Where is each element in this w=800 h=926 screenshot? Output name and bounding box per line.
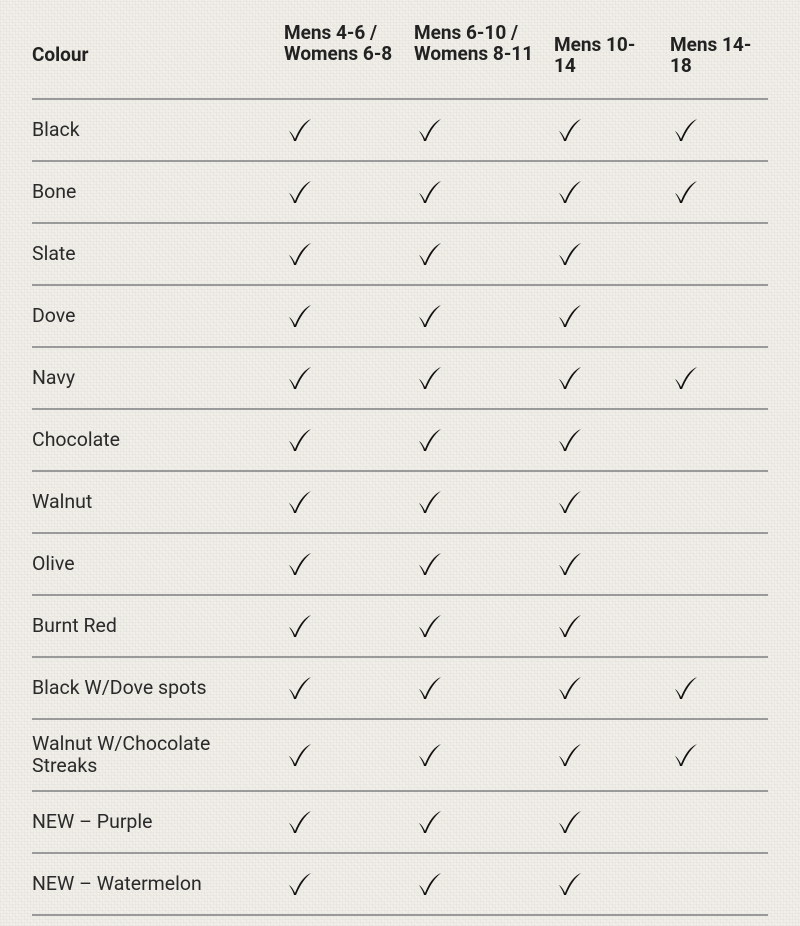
checkmark-icon xyxy=(286,178,314,206)
table-row xyxy=(32,162,768,224)
table-row xyxy=(32,286,768,348)
checkmark-icon xyxy=(286,116,314,144)
colour-name: Black xyxy=(32,118,80,141)
colour-name: Dove xyxy=(32,304,76,327)
checkmark-icon xyxy=(556,302,584,330)
table-row xyxy=(32,720,768,792)
colour-name: Black W/Dove spots xyxy=(32,676,207,699)
checkmark-icon xyxy=(416,426,444,454)
table-header xyxy=(32,0,768,100)
checkmark-icon xyxy=(286,870,314,898)
colour-name: Olive xyxy=(32,552,75,575)
checkmark-icon xyxy=(672,178,700,206)
table-row xyxy=(32,100,768,162)
table-row xyxy=(32,348,768,410)
header-size-2: Mens 6-10 / Womens 8-11 xyxy=(414,21,534,65)
table-row xyxy=(32,792,768,854)
checkmark-icon xyxy=(416,178,444,206)
checkmark-icon xyxy=(416,240,444,268)
header-colour: Colour xyxy=(32,43,89,66)
table-row xyxy=(32,658,768,720)
colour-name: Navy xyxy=(32,366,76,389)
checkmark-icon xyxy=(556,178,584,206)
checkmark-icon xyxy=(556,612,584,640)
checkmark-icon xyxy=(286,240,314,268)
checkmark-icon xyxy=(286,612,314,640)
colour-name: NEW – Watermelon xyxy=(32,872,202,895)
checkmark-icon xyxy=(286,741,314,769)
header-size-3: Mens 10-14 xyxy=(554,33,636,77)
colour-name: Burnt Red xyxy=(32,614,117,637)
table-row xyxy=(32,854,768,916)
checkmark-icon xyxy=(286,550,314,578)
checkmark-icon xyxy=(556,488,584,516)
checkmark-icon xyxy=(416,488,444,516)
checkmark-icon xyxy=(556,870,584,898)
checkmark-icon xyxy=(556,240,584,268)
checkmark-icon xyxy=(672,364,700,392)
colour-name: NEW – Purple xyxy=(32,810,153,833)
checkmark-icon xyxy=(672,741,700,769)
colour-name: Bone xyxy=(32,180,77,203)
header-size-1: Mens 4-6 / Womens 6-8 xyxy=(284,21,393,65)
table-row xyxy=(32,472,768,534)
checkmark-icon xyxy=(416,550,444,578)
table-row xyxy=(32,534,768,596)
colour-size-table xyxy=(32,0,768,916)
checkmark-icon xyxy=(416,116,444,144)
table-row xyxy=(32,596,768,658)
checkmark-icon xyxy=(416,364,444,392)
checkmark-icon xyxy=(286,364,314,392)
checkmark-icon xyxy=(286,808,314,836)
checkmark-icon xyxy=(416,612,444,640)
header-size-4: Mens 14-18 xyxy=(670,33,752,77)
checkmark-icon xyxy=(416,808,444,836)
checkmark-icon xyxy=(286,426,314,454)
checkmark-icon xyxy=(556,426,584,454)
checkmark-icon xyxy=(556,550,584,578)
table-row xyxy=(32,224,768,286)
table-row xyxy=(32,410,768,472)
checkmark-icon xyxy=(556,364,584,392)
checkmark-icon xyxy=(556,808,584,836)
checkmark-icon xyxy=(416,302,444,330)
checkmark-icon xyxy=(672,116,700,144)
checkmark-icon xyxy=(416,741,444,769)
checkmark-icon xyxy=(286,674,314,702)
table-body xyxy=(32,100,768,916)
checkmark-icon xyxy=(556,116,584,144)
checkmark-icon xyxy=(556,674,584,702)
colour-name: Slate xyxy=(32,242,76,265)
checkmark-icon xyxy=(416,870,444,898)
colour-name: Walnut xyxy=(32,490,93,513)
colour-name: Chocolate xyxy=(32,428,120,451)
checkmark-icon xyxy=(556,741,584,769)
checkmark-icon xyxy=(672,674,700,702)
checkmark-icon xyxy=(286,488,314,516)
checkmark-icon xyxy=(416,674,444,702)
checkmark-icon xyxy=(286,302,314,330)
colour-name: Walnut W/Chocolate Streaks xyxy=(32,732,211,777)
